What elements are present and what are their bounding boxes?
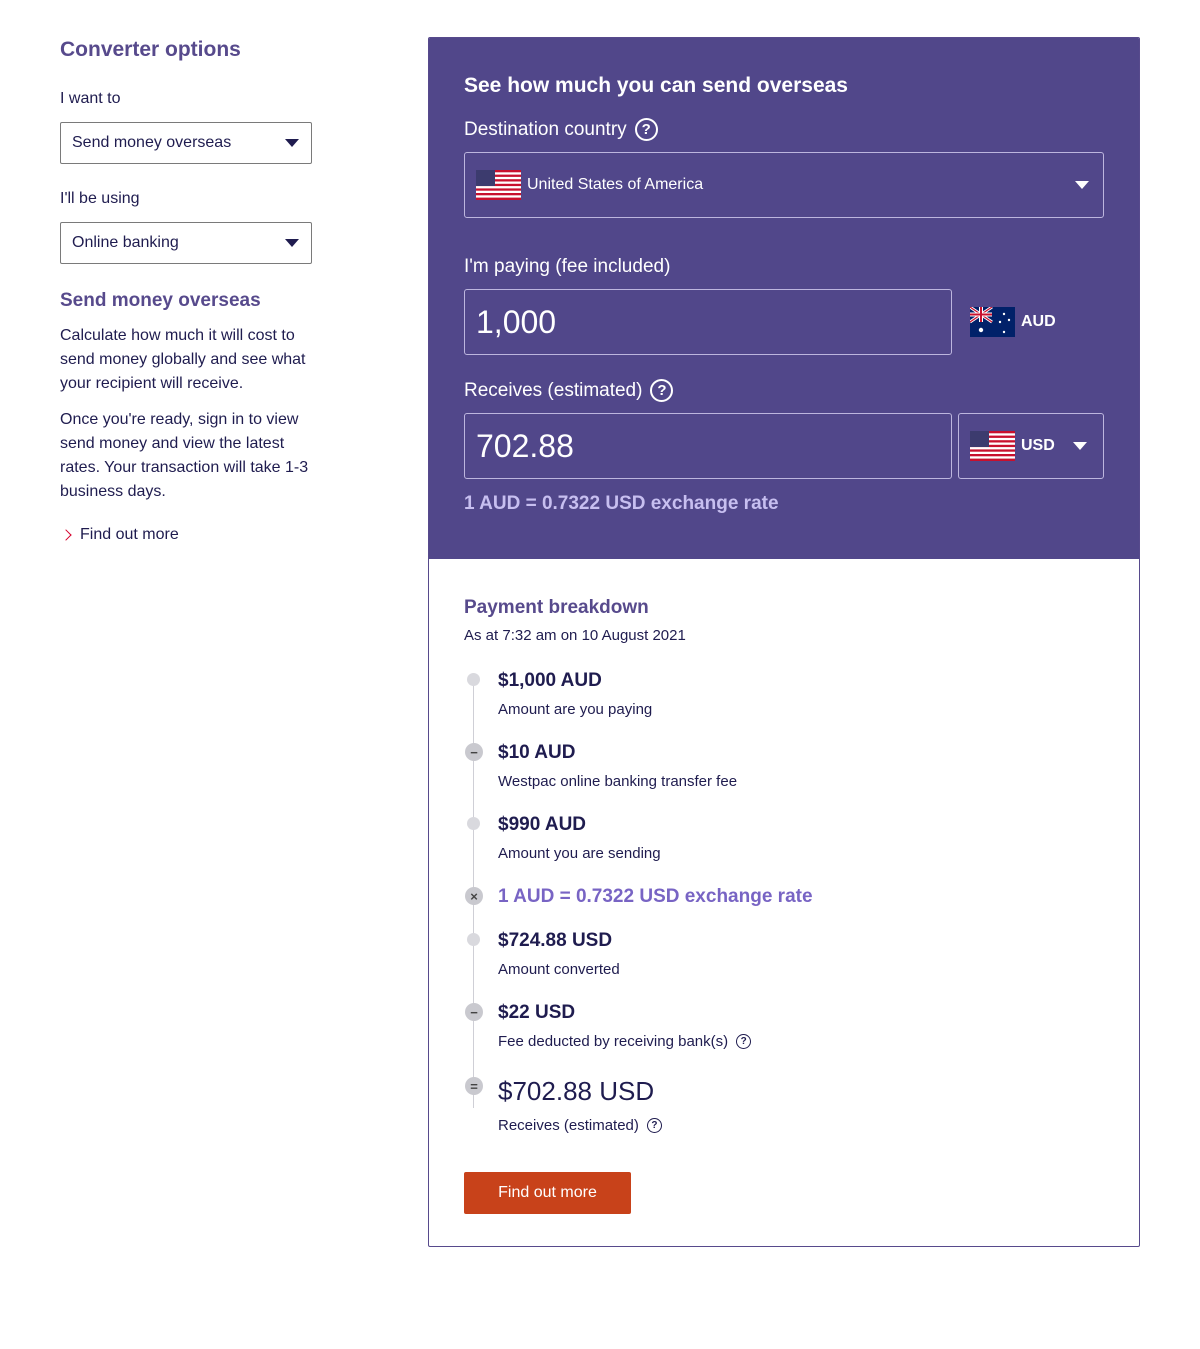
calculator-panel (428, 37, 1140, 1247)
receives-currency-select[interactable] (958, 413, 1104, 479)
step-amount: $724.88 USD (498, 930, 613, 951)
help-icon[interactable]: ? (650, 379, 673, 402)
step-amount: $1,000 AUD (498, 670, 602, 691)
send-money-title: Send money overseas (60, 290, 261, 311)
total-description: Receives (estimated) (498, 1117, 639, 1134)
receives-amount-input[interactable] (464, 413, 952, 479)
caret-down-icon (1073, 442, 1087, 450)
breakdown-title: Payment breakdown (464, 597, 649, 618)
paying-currency-code: AUD (1021, 313, 1056, 330)
caret-down-icon (1075, 181, 1089, 189)
receives-row (464, 413, 1104, 479)
step-description: Amount you are sending (498, 845, 661, 862)
destination-country-select[interactable] (464, 152, 1104, 218)
step-description: Fee deducted by receiving bank(s) (498, 1033, 729, 1050)
find-out-more-label: Find out more (80, 526, 179, 543)
caret-down-icon (285, 239, 299, 247)
breakdown-step (464, 742, 1104, 814)
minus-icon: − (465, 743, 483, 761)
exchange-rate-text: 1 AUD = 0.7322 USD exchange rate (464, 493, 779, 514)
help-icon[interactable]: ? (647, 1118, 662, 1133)
destination-label: Destination country (464, 118, 627, 140)
step-description: Westpac online banking transfer fee (498, 773, 738, 790)
chevron-right-icon (60, 529, 71, 540)
using-select[interactable] (60, 222, 312, 264)
paying-label-row (464, 256, 1104, 278)
receives-label-row (464, 379, 1104, 402)
breakdown-step (464, 886, 1104, 930)
receives-label: Receives (estimated) (464, 379, 643, 401)
using-label: I'll be using (60, 190, 140, 207)
receives-currency-code: USD (1021, 437, 1055, 454)
breakdown-timeline (464, 670, 1104, 1134)
step-exchange-rate: 1 AUD = 0.7322 USD exchange rate (498, 886, 813, 907)
step-description: Amount converted (498, 961, 620, 978)
equals-icon: = (465, 1077, 483, 1095)
find-out-more-button[interactable]: Find out more (464, 1172, 631, 1214)
total-description-row (498, 1117, 1104, 1134)
au-flag-icon (970, 307, 1015, 337)
us-flag-icon (476, 170, 521, 200)
dot-icon (467, 933, 480, 946)
step-amount: $10 AUD (498, 742, 576, 763)
breakdown-step (464, 1002, 1104, 1076)
destination-label-row (464, 118, 1104, 141)
dot-icon (467, 817, 480, 830)
step-description-row (498, 1033, 1104, 1050)
paying-currency (970, 289, 1056, 355)
dot-icon (467, 673, 480, 686)
converter-options (60, 38, 320, 544)
converter-options-title: Converter options (60, 38, 241, 61)
breakdown-step (464, 670, 1104, 742)
breakdown-step-total (464, 1076, 1104, 1134)
want-to-select[interactable] (60, 122, 312, 164)
step-description: Amount are you paying (498, 701, 653, 718)
want-to-label: I want to (60, 90, 121, 107)
step-amount: $22 USD (498, 1002, 576, 1023)
multiply-icon: × (465, 887, 483, 905)
breakdown-step (464, 814, 1104, 886)
breakdown-step (464, 930, 1104, 1002)
paying-amount-input[interactable] (464, 289, 952, 355)
minus-icon: − (465, 1003, 483, 1021)
help-icon[interactable]: ? (736, 1034, 751, 1049)
paying-row (464, 289, 1104, 355)
help-icon[interactable]: ? (635, 118, 658, 141)
want-to-value: Send money overseas (72, 134, 232, 151)
payment-breakdown (429, 559, 1139, 1214)
breakdown-timestamp: As at 7:32 am on 10 August 2021 (464, 627, 686, 644)
total-amount: $702.88 USD (498, 1076, 655, 1106)
description-paragraph: Once you're ready, sign in to view send money and view the latest rates. Your transaction will take 1-3 business days. (60, 411, 309, 500)
destination-value: United States of America (527, 176, 704, 193)
paying-label: I'm paying (fee included) (464, 256, 671, 277)
using-value: Online banking (72, 234, 179, 251)
step-amount: $990 AUD (498, 814, 587, 835)
caret-down-icon (285, 139, 299, 147)
description-paragraph: Calculate how much it will cost to send money globally and see what your recipient will receive. (60, 327, 306, 392)
calculator-section (429, 38, 1139, 559)
us-flag-icon (970, 431, 1015, 461)
find-out-more-link[interactable] (60, 526, 320, 544)
calculator-title: See how much you can send overseas (464, 74, 848, 97)
